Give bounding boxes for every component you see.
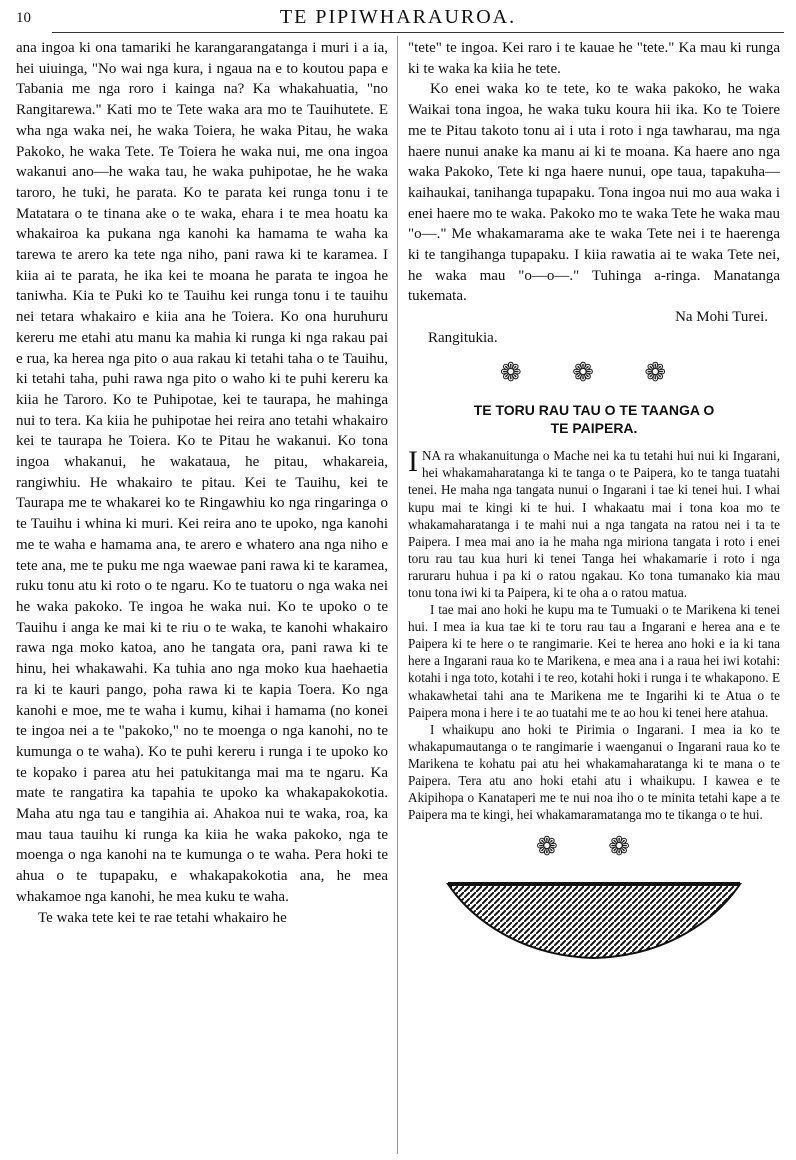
column-divider xyxy=(397,36,398,1154)
right-paragraph: "tete" te ingoa. Kei raro i te kauae he "tete." Ka mau ki runga ki te waka ka kiia he tete. xyxy=(408,40,780,77)
header-rule xyxy=(52,32,784,33)
article-paragraph-text: NA ra whakanuitunga o Mache nei ka tu tetahi hui nui ki Ingarani, hei whakamaharatanga ki te tanga o te Paipera, ko te tanga tuatahi tenei. He maha nga tangata nunui o Ingarani i tae ki tenei hui. I whai kupu mai te kingi ki te hui. I whakaatu mai i tona koa mo te whakamaharatanga i te mahi nui a nga tangata na ratou nei i ta te Paipera. I mea mai ano ia he maha nga miriona tangata i roto i enei toru rau tau kua huri ki tenei Tanga hei whakamarie i roto i nga raruraru huhua i pa ki o ratou ngakau. Ko tona tumanako kia mau tonu tona iwi ki ta Paipera, ki te oha a o ratou matua. xyxy=(408,448,780,600)
flower-ornament-icon: ❁ ❁ xyxy=(535,832,653,862)
article-title xyxy=(408,401,780,437)
right-paragraph: Ko enei waka ko te tete, ko te waka pakoko, he waka Waikai tona ingoa, he waka tuku koura hii ika. Ko te Toiere me te Pitau takoto tonu ai i uta i roto i nga tawharau, ma nga haere nunui anake ka manu ai ki te moana. Ka haere ano nga waka Pakoko, Tete ki nga haere nunui, ope taua, tapakuha—kaihaukai, tanihanga tupapaku. Tona ingoa nui mo aua waka i enei haere mo te waka. Pakoko mo te waka Tete he waka mau "o—." Me whakamarama ake te waka Tete nei i te haerenga ki te tangihanga tupapaku. I kiia rawatia ai te waka Tete nei, he waka mau "o—o—." Tuhinga a-ringa. Manatanga tukemata. xyxy=(408,81,780,305)
drop-cap: I xyxy=(408,445,418,479)
page-header xyxy=(12,6,784,34)
article-title-line: TE PAIPERA. xyxy=(550,420,638,437)
article-paragraph xyxy=(408,447,780,601)
page-title: TE PIPIWHARAUROA. xyxy=(279,6,517,28)
article-title-line: TE TORU RAU TAU O TE TAANGA O xyxy=(473,402,715,419)
author-place: Rangitukia. xyxy=(428,329,498,346)
page-number: 10 xyxy=(16,10,31,26)
left-column xyxy=(16,38,388,928)
right-column xyxy=(408,38,780,960)
flower-ornament-icon: ❁ ❁ ❁ xyxy=(499,357,689,387)
article-body xyxy=(408,447,780,823)
decorative-bowl-icon xyxy=(446,880,742,960)
author-signature: Na Mohi Turei. xyxy=(675,309,768,326)
left-paragraph: ana ingoa ki ona tamariki he karangarangatanga i muri i a ia, hei uiuinga, "No wai nga kura, i ngaua na e to koutou papa e Tabania me nga roro i kainga na? Ka whakahuatia, "no Rangitarewa." Kati mo te Tete waka ara mo te Tauihutete. E wha nga waka nei, he waka Toiera, he waka Pitau, he waka Pakoko, he waka Tete. Te Toiera he waka nui, me ona ingoa wakanui ano—he waka tau, he waka puhipotae, he he waka taroro, he tuki, he parata. Ko te parata kei runga tonu i te Matatara o te tinana ake o te waka, ehara i te mea hoatu ka whakairoa ka pukana nga kanohi ka hamama te waha ka tarewa te arero ka tete nga niho, pani rawa ki te karamea. I kiia ai te parata, he ika kei te moana he parata te ingoa he taniwha. Kia te Puki ko te Tauihu kei runga tonu i te tauihu nei tetara whakairo e kiia ana he Toiera. Ko ona huruhuru kereru me etahi atu manu ka mahia ki runga ki nga rakau pai e rua, ka herea nga pito o aua rakau ki tetahi taha o te Tauihu, ki tetahi taha, puhi rawa nga pito o waho ki te puhi kereru ka kiia he Taroro. Ko te Puhipotae, kei te taurapa, he mahinga nui to tera. Ka kiia he puhipotae hei reira ano tetahi whakairo kei te taurapa he Toiera. Ko te Pitau he wakanui. Ko tona ingoa whakanui, he wakataua, he pitau, whakareia, rangiwhiu. He whakairo te pitau. Kei te Tauihu, kei te Taurapa me te whakarei ko te Ringawhiu ko nga ringaringa o te Tauihu i whina ki muri. Kei reira ano te upoko, nga kanohi me te waha e hamama ana, te arero e whatero ana nga niho e tete ana, me te puku me nga waewae pani rawa ki te karamea, ruku tonu atu ki roto o te ngaru. Ko te tuatoru o nga waka nei he waka pakoko. Te ingoa he waka nui. Ko te upoko o te Tauihu i anga ke mai ki te riu o te waka, te kanohi whakairo rawa nga moko katoa, ano he tangata ora, pani rawa ki te hinu, hei whakawahi. Ka tuhia ano nga moko kua haehaetia ra ki te kauri pango, poha rawa ki te kapia Toera. Ko nga kanohi e moe, me te waha i kumu, kihai i hamama (no konei te ingoa nei a te "pakoko," no te moenga o nga kanohi, no te kumunga o te waha). Ko te puhi kereru i runga i te upoko ko te kopako i parea atu hei patukitanga mai ma te ngaru. Ka mate te rangatira ka tapahia te upoko ka whakapakokotia. Maha atu nga tau e tangihia ai. Ahakoa nui te waka, roa, ka mau taua tauihu ki runga ka kiia he waka pakoko, nga te moenga o nga kanohi na te kumunga o te waha. Pera hoki te ahua o te tupapaku, e whakapakokotia ana, he mea whakamoe nga kanohi, he mea kuku te waha. xyxy=(16,40,388,905)
article-paragraph: I whaikupu ano hoki te Pirimia o Ingarani. I mea ia ko te whakapumautanga o te rangimarie i waenganui o Ingarani raua ko te Marikena te kohatu pai atu hei whakamaharatanga ki te mana o te Paipera. Tera atu ano hoki etahi atu i whaikupu. I kawea e te Akipihopa o Kanataperi me te nui noa iho o te minita tetahi kape a te Paipera ma te kingi, hei whakamaramatanga mo te tikanga o te hui. xyxy=(408,721,780,823)
left-paragraph: Te waka tete kei te rae tetahi whakairo he xyxy=(38,909,287,926)
article-paragraph: I tae mai ano hoki he kupu ma te Tumuaki o te Marikena ki tenei hui. I mea ia kua tae ki te toru rau tau a Ingarani e herea ana e te Paipera ki te here o te rangimarie. Kei te herea ano hoki e ia ki tana here a Ingarani raua ko te Marikena, e mea ana i a raua hei iwi kotahi: kotahi i nga toto, kotahi i te reo, kotahi hoki i runga i te whakapono. E whakawhetai tahi ana te Marikena me te Ingarihi ki te Atua o te Paipera mona i here i te ao tuatahi me te ao hou ki tenei here atahua. xyxy=(408,602,780,720)
